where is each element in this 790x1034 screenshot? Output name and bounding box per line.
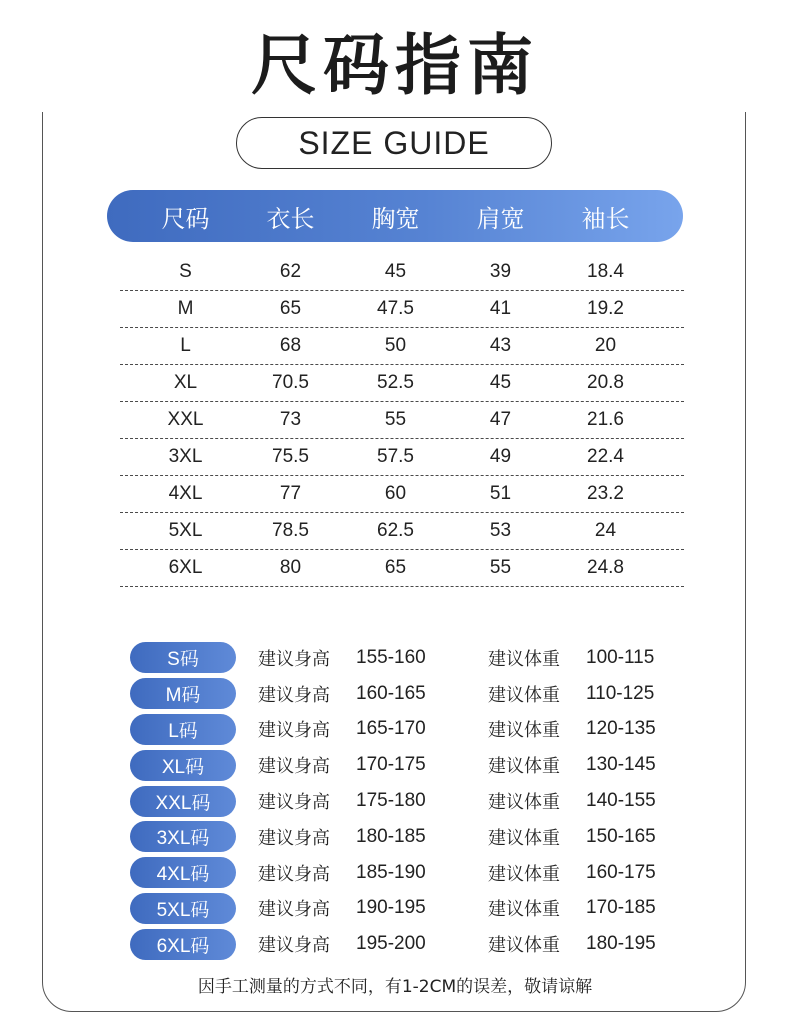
size-pill: 6XL码 <box>130 929 236 960</box>
cell-sleeve: 24.8 <box>587 557 624 578</box>
cell-length: 80 <box>279 557 302 578</box>
subtitle-badge: SIZE GUIDE <box>236 117 552 169</box>
cell-size: XXL <box>167 409 204 430</box>
size-pill: 5XL码 <box>130 893 236 924</box>
cell-sleeve: 21.6 <box>587 409 624 430</box>
height-range: 165-170 <box>356 718 426 740</box>
size-pill: 3XL码 <box>130 821 236 852</box>
guide-row <box>130 712 690 748</box>
height-label: 建议身高 <box>258 899 330 921</box>
height-range: 160-165 <box>356 682 426 704</box>
cell-shoulder: 47 <box>489 409 512 430</box>
cell-chest: 45 <box>384 261 407 282</box>
table-row <box>120 550 684 587</box>
measurement-note: 因手工测量的方式不同，有1-2CM的误差，敬请谅解 <box>197 977 593 997</box>
cell-length: 77 <box>279 483 302 504</box>
header-sleeve: 袖长 <box>581 204 630 233</box>
header-shoulder: 肩宽 <box>476 204 525 233</box>
weight-range: 110-125 <box>586 682 655 704</box>
table-row <box>120 254 684 291</box>
weight-label: 建议体重 <box>488 684 560 706</box>
weight-label: 建议体重 <box>488 720 560 742</box>
height-label: 建议身高 <box>258 827 330 849</box>
guide-row <box>130 783 690 819</box>
cell-sleeve: 20.8 <box>587 372 624 393</box>
size-pill: XXL码 <box>130 786 236 817</box>
cell-chest: 47.5 <box>377 298 414 319</box>
weight-range: 140-155 <box>586 790 656 812</box>
guide-row <box>130 926 690 962</box>
weight-range: 100-115 <box>586 646 655 668</box>
cell-size: 3XL <box>168 446 203 467</box>
cell-size: L <box>180 335 191 356</box>
weight-label: 建议体重 <box>488 827 560 849</box>
weight-range: 120-135 <box>586 718 656 740</box>
table-row <box>120 328 684 365</box>
title-area <box>0 20 790 112</box>
weight-label: 建议体重 <box>488 863 560 885</box>
cell-shoulder: 39 <box>489 261 512 282</box>
table-row <box>120 476 684 513</box>
cell-shoulder: 51 <box>489 483 512 504</box>
cell-sleeve: 24 <box>594 520 617 541</box>
cell-chest: 65 <box>384 557 407 578</box>
cell-sleeve: 19.2 <box>587 298 624 319</box>
height-label: 建议身高 <box>258 756 330 778</box>
weight-label: 建议体重 <box>488 648 560 670</box>
cell-size: 4XL <box>168 483 203 504</box>
cell-length: 70.5 <box>272 372 309 393</box>
cell-chest: 62.5 <box>377 520 414 541</box>
cell-shoulder: 49 <box>489 446 512 467</box>
cell-sleeve: 23.2 <box>587 483 624 504</box>
height-label: 建议身高 <box>258 935 330 957</box>
height-label: 建议身高 <box>258 648 330 670</box>
cell-size: XL <box>173 372 198 393</box>
cell-chest: 60 <box>384 483 407 504</box>
cell-length: 78.5 <box>272 520 309 541</box>
height-range: 180-185 <box>356 825 426 847</box>
height-range: 170-175 <box>356 754 426 776</box>
height-range: 155-160 <box>356 646 426 668</box>
weight-label: 建议体重 <box>488 756 560 778</box>
height-range: 185-190 <box>356 861 426 883</box>
size-pill: M码 <box>130 678 236 709</box>
cell-sleeve: 18.4 <box>587 261 624 282</box>
guide-row <box>130 676 690 712</box>
guide-row <box>130 640 690 676</box>
header-chest: 胸宽 <box>371 204 420 233</box>
cell-sleeve: 20 <box>594 335 617 356</box>
weight-label: 建议体重 <box>488 792 560 814</box>
cell-length: 73 <box>279 409 302 430</box>
cell-size: M <box>177 298 194 319</box>
table-row <box>120 513 684 550</box>
cell-shoulder: 41 <box>489 298 512 319</box>
cell-chest: 55 <box>384 409 407 430</box>
guide-row <box>130 819 690 855</box>
size-pill: L码 <box>130 714 236 745</box>
page-title: 尺码指南 <box>233 20 557 112</box>
cell-chest: 57.5 <box>377 446 414 467</box>
size-pill: S码 <box>130 642 236 673</box>
height-label: 建议身高 <box>258 792 330 814</box>
height-label: 建议身高 <box>258 863 330 885</box>
cell-shoulder: 45 <box>489 372 512 393</box>
height-range: 175-180 <box>356 790 426 812</box>
weight-label: 建议体重 <box>488 899 560 921</box>
height-range: 190-195 <box>356 897 426 919</box>
guide-row <box>130 891 690 927</box>
cell-chest: 50 <box>384 335 407 356</box>
header-size: 尺码 <box>161 204 210 233</box>
weight-label: 建议体重 <box>488 935 560 957</box>
weight-range: 160-175 <box>586 861 656 883</box>
height-range: 195-200 <box>356 933 426 955</box>
cell-size: 6XL <box>168 557 203 578</box>
size-table-header <box>107 190 683 242</box>
table-row <box>120 291 684 328</box>
fit-guide <box>130 640 690 962</box>
cell-length: 68 <box>279 335 302 356</box>
size-pill: XL码 <box>130 750 236 781</box>
table-row <box>120 402 684 439</box>
table-row <box>120 439 684 476</box>
guide-row <box>130 855 690 891</box>
cell-length: 62 <box>279 261 302 282</box>
guide-row <box>130 747 690 783</box>
cell-shoulder: 53 <box>489 520 512 541</box>
size-table <box>120 254 684 587</box>
cell-chest: 52.5 <box>377 372 414 393</box>
weight-range: 180-195 <box>586 933 656 955</box>
weight-range: 150-165 <box>586 825 656 847</box>
height-label: 建议身高 <box>258 684 330 706</box>
cell-shoulder: 43 <box>489 335 512 356</box>
size-pill: 4XL码 <box>130 857 236 888</box>
cell-length: 65 <box>279 298 302 319</box>
weight-range: 170-185 <box>586 897 656 919</box>
height-label: 建议身高 <box>258 720 330 742</box>
cell-length: 75.5 <box>272 446 309 467</box>
table-row <box>120 365 684 402</box>
cell-size: S <box>179 261 192 282</box>
cell-size: 5XL <box>168 520 203 541</box>
cell-shoulder: 55 <box>489 557 512 578</box>
cell-sleeve: 22.4 <box>587 446 624 467</box>
header-length: 衣长 <box>266 204 315 233</box>
weight-range: 130-145 <box>586 754 656 776</box>
